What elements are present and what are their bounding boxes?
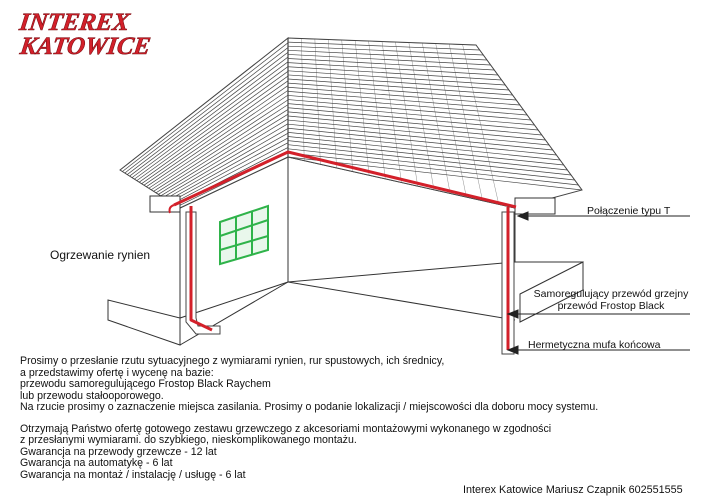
label-heating-cable-line2: przewód Frostop Black (557, 300, 665, 312)
label-heating-cable (522, 288, 700, 312)
contact-footer: Interex Katowice Mariusz Czapnik 602551555 (463, 484, 683, 496)
leader-lines (508, 212, 690, 354)
paragraph-spacer (20, 414, 710, 424)
para1-line: a przedstawimy ofertę i wycenę na bazie: (20, 366, 214, 379)
offer-text (20, 356, 710, 481)
warranty-line: Gwarancja na przewody grzewcze - 12 lat (20, 445, 217, 458)
para1-line: przewodu samoregulującego Frostop Black Raychem (20, 378, 271, 390)
label-t-connection: Połączenie typu T (587, 205, 671, 217)
warranty-line: Gwarancja na montaż / instalację / usługę - 6 lat (20, 468, 246, 481)
logo-line1: INTEREX (18, 9, 132, 36)
para2-line: z przesłanymi wymiarami. do szybkiego, nieskomplikowanego montażu. (20, 434, 357, 446)
para1-line: Na rzucie prosimy o zaznaczenie miejsca zasilania. Prosimy o podanie lokalizacji / miejscowości dla doboru mocy systemu. (20, 401, 599, 413)
warranty-line: Gwarancja na automatykę - 6 lat (20, 457, 173, 469)
label-end-seal: Hermetyczna mufa końcowa (528, 339, 661, 351)
diagram-title: Ogrzewanie rynien (50, 248, 151, 262)
para1-line: Prosimy o przesłanie rzutu sytuacyjnego z wymiarami rynien, rur spustowych, ich średnicy, (20, 355, 445, 367)
logo-line2: KATOWICE (18, 33, 153, 60)
para1-line: lub przewodu stałooporowego. (20, 389, 164, 402)
label-heating-cable-line1: Samoregulujący przewód grzejny (533, 288, 689, 300)
para2-line: Otrzymają Państwo ofertę gotowego zestawu grzewczego z akcesoriami montażowymi wykonanego w zgodności (20, 422, 552, 435)
